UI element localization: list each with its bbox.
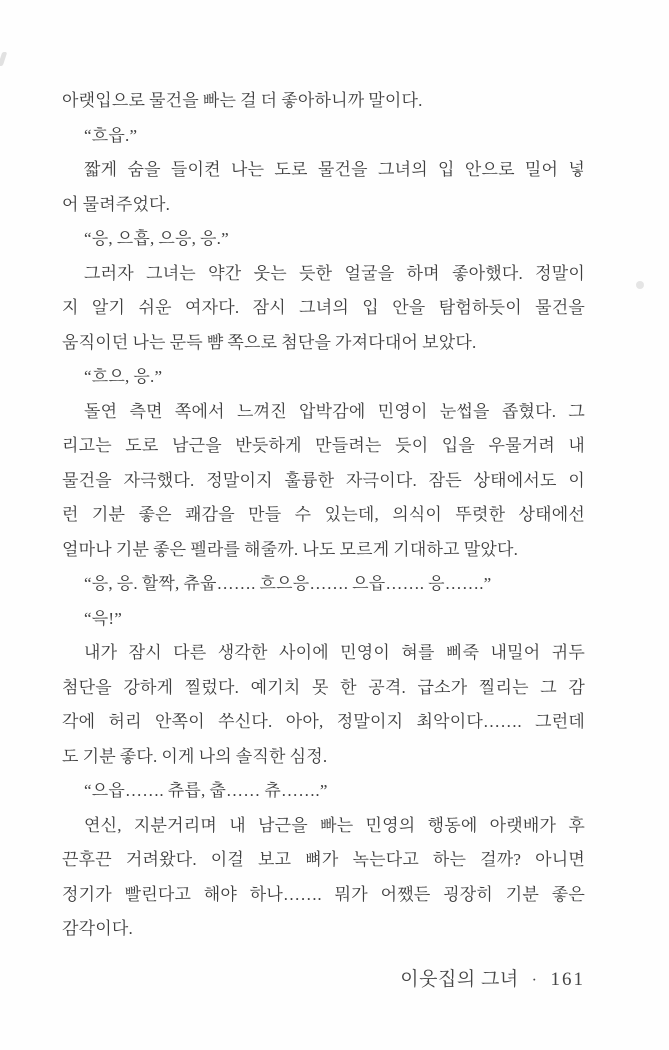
text-line: 짧게 숨을 들이켠 나는 도로 물건을 그녀의 입 안으로 밀어 넣 [84,160,585,179]
text-line: 내가 잠시 다른 생각한 사이에 민영이 혀를 삐죽 내밀어 귀두 [84,643,585,662]
page-number: 161 [550,969,585,990]
text-line: 돌연 측면 쪽에서 느껴진 압박감에 민영이 눈썹을 좁혔다. 그 [84,401,585,421]
text-line: 끈후끈 거려왔다. 이걸 보고 뼈가 녹는다고 하는 걸까? 아니면 [62,850,585,869]
text-line: 연신, 지분거리며 내 남근을 빠는 민영의 행동에 아랫배가 후 [84,815,585,835]
text-line: 얼마나 기분 좋은 펠라를 해줄까. 나도 모르게 기대하고 말았다. [62,539,519,559]
text-line: “응, 으흡, 으응, 응.” [84,229,229,248]
text-line: 각에 허리 안쪽이 쑤신다. 아아, 정말이지 최악이다……. 그런데 [62,712,585,731]
text-line: 도 기분 좋다. 이게 나의 솔직한 심정. [62,746,328,766]
text-line: 지 알기 쉬운 여자다. 잠시 그녀의 입 안을 탐험하듯이 물건을 [62,298,585,317]
text-line: 어 물려주었다. [62,194,171,214]
scan-artifact-smudge [636,281,644,289]
page-footer [62,967,585,994]
text-line: 물건을 자극했다. 정말이지 훌륭한 자극이다. 잠든 상태에서도 이 [62,470,585,490]
text-line: 정기가 빨린다고 해야 하나……. 뭐가 어쨌든 굉장히 기분 좋은 [62,884,585,904]
text-line: 첨단을 강하게 찔렀다. 예기치 못 한 공격. 급소가 찔리는 그 감 [62,677,585,697]
text-line: 리고는 도로 남근을 반듯하게 만들려는 듯이 입을 우물거려 내 [62,436,585,455]
text-line: “응, 응. 할짝, 츄웁……. 흐으응……. 으읍……. 응…….” [84,574,492,593]
text-line: 아랫입으로 물건을 빠는 걸 더 좋아하니까 말이다. [62,91,423,110]
running-title: 이웃집의 그녀 [400,969,519,990]
text-line: 그러자 그녀는 약간 웃는 듯한 얼굴을 하며 좋아했다. 정말이 [84,263,585,283]
separator-dot-icon: · [531,972,538,989]
text-line: 런 기분 좋은 쾌감을 만들 수 있는데, 의식이 뚜렷한 상태에선 [62,505,585,524]
text-line: “으읍……. 츄릅, 춥…… 츄…….” [84,781,328,800]
text-line: 감각이다. [62,919,133,938]
text-line: “윽!” [84,608,122,628]
text-line: “흐읍.” [84,125,138,145]
text-line: “흐으, 응.” [84,367,163,386]
scan-artifact-left-edge [0,52,7,66]
text-line: 움직이던 나는 문득 뺨 쪽으로 첨단을 가져다대어 보았다. [62,332,477,352]
page-body-text [62,84,585,947]
